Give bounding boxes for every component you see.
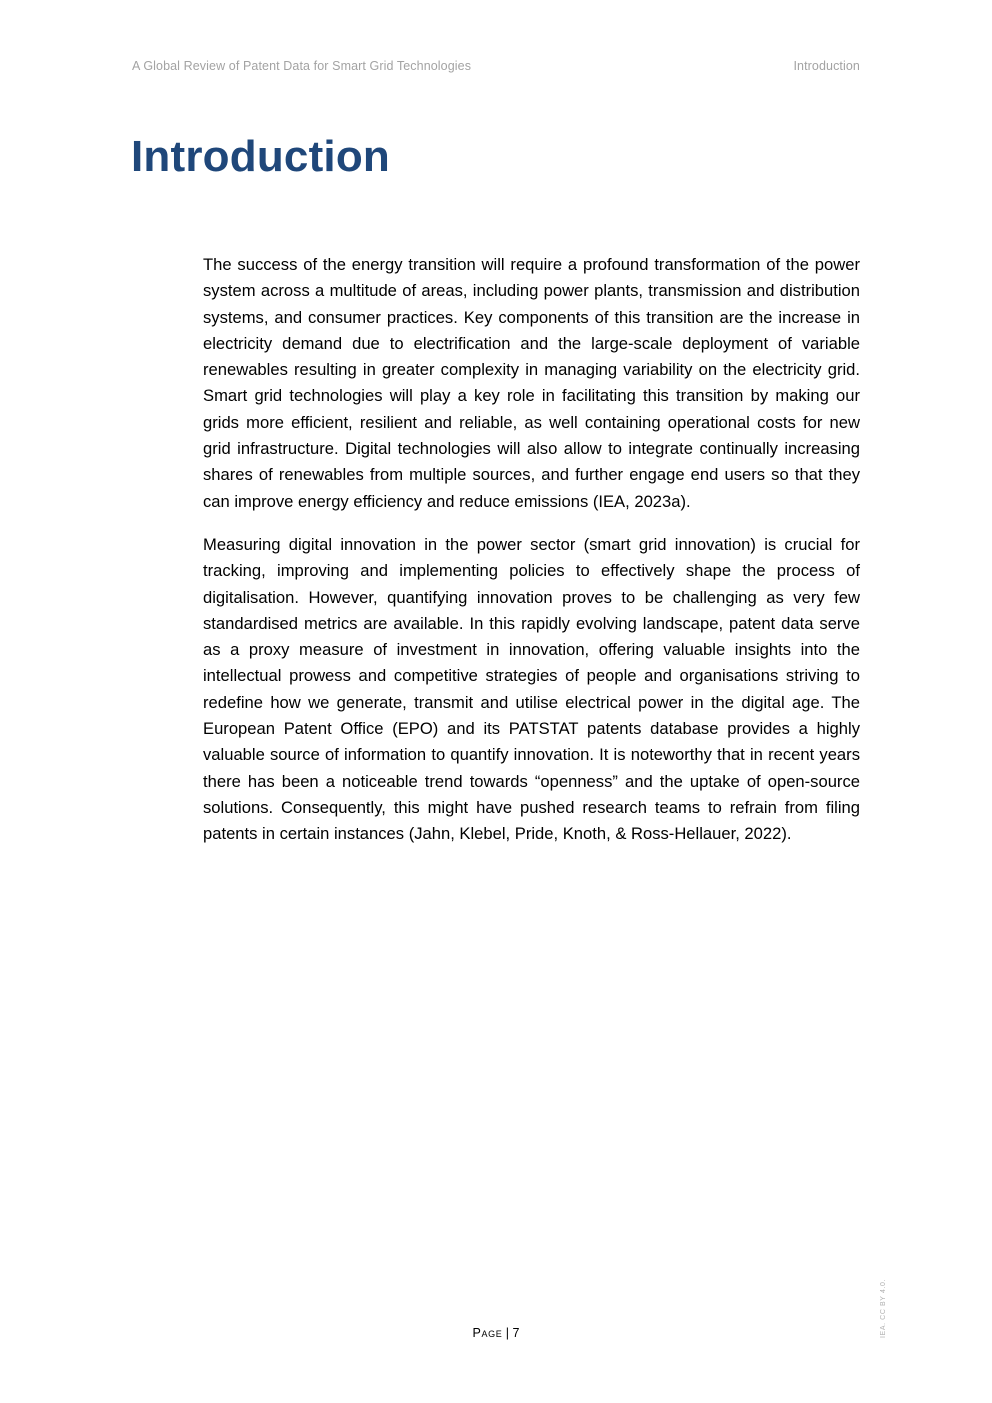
page-label: Page	[472, 1326, 503, 1340]
body-text	[203, 252, 860, 865]
page-separator: |	[502, 1326, 513, 1340]
page-number: 7	[512, 1326, 520, 1340]
report-title: A Global Review of Patent Data for Smart Grid Technologies	[132, 59, 472, 73]
license-note: IEA. CC BY 4.0.	[880, 1278, 887, 1338]
paragraph: The success of the energy transition will require a profound transformation of the power system across a multitude of areas, including power plants, transmission and distribution systems, and consumer practices. Key components of this transition are the increase in electricity demand due to electrification and the large-scale deployment of variable renewables resulting in greater complexity in managing variability on the electricity grid. Smart grid technologies will play a key role in facilitating this transition by making our grids more efficient, resilient and reliable, as well containing operational costs for new grid infrastructure. Digital technologies will also allow to integrate continually increasing shares of renewables from multiple sources, and further engage end users so that they can improve energy efficiency and reduce emissions (IEA, 2023a).	[203, 255, 860, 511]
paragraph: Measuring digital innovation in the power sector (smart grid innovation) is crucial for tracking, improving and implementing policies to effectively shape the process of digitalisation. However, quantifying innovation proves to be challenging as very few standardised metrics are available. In this rapidly evolving landscape, patent data serve as a proxy measure of investment in innovation, offering valuable insights into the intellectual prowess and competitive strategies of people and organisations striving to redefine how we generate, transmit and utilise electrical power in the digital age. The European Patent Office (EPO) and its PATSTAT patents database provides a highly valuable source of information to quantify innovation. It is noteworthy that in recent years there has been a noticeable trend towards “openness” and the uptake of open-source solutions. Consequently, this might have pushed research teams to refrain from filing patents in certain instances (Jahn, Klebel, Pride, Knoth, & Ross-Hellauer, 2022).	[203, 534, 860, 844]
running-header	[132, 59, 860, 75]
page-footer	[0, 1326, 992, 1340]
page-title: Introduction	[131, 132, 391, 181]
section-name: Introduction	[793, 59, 860, 73]
